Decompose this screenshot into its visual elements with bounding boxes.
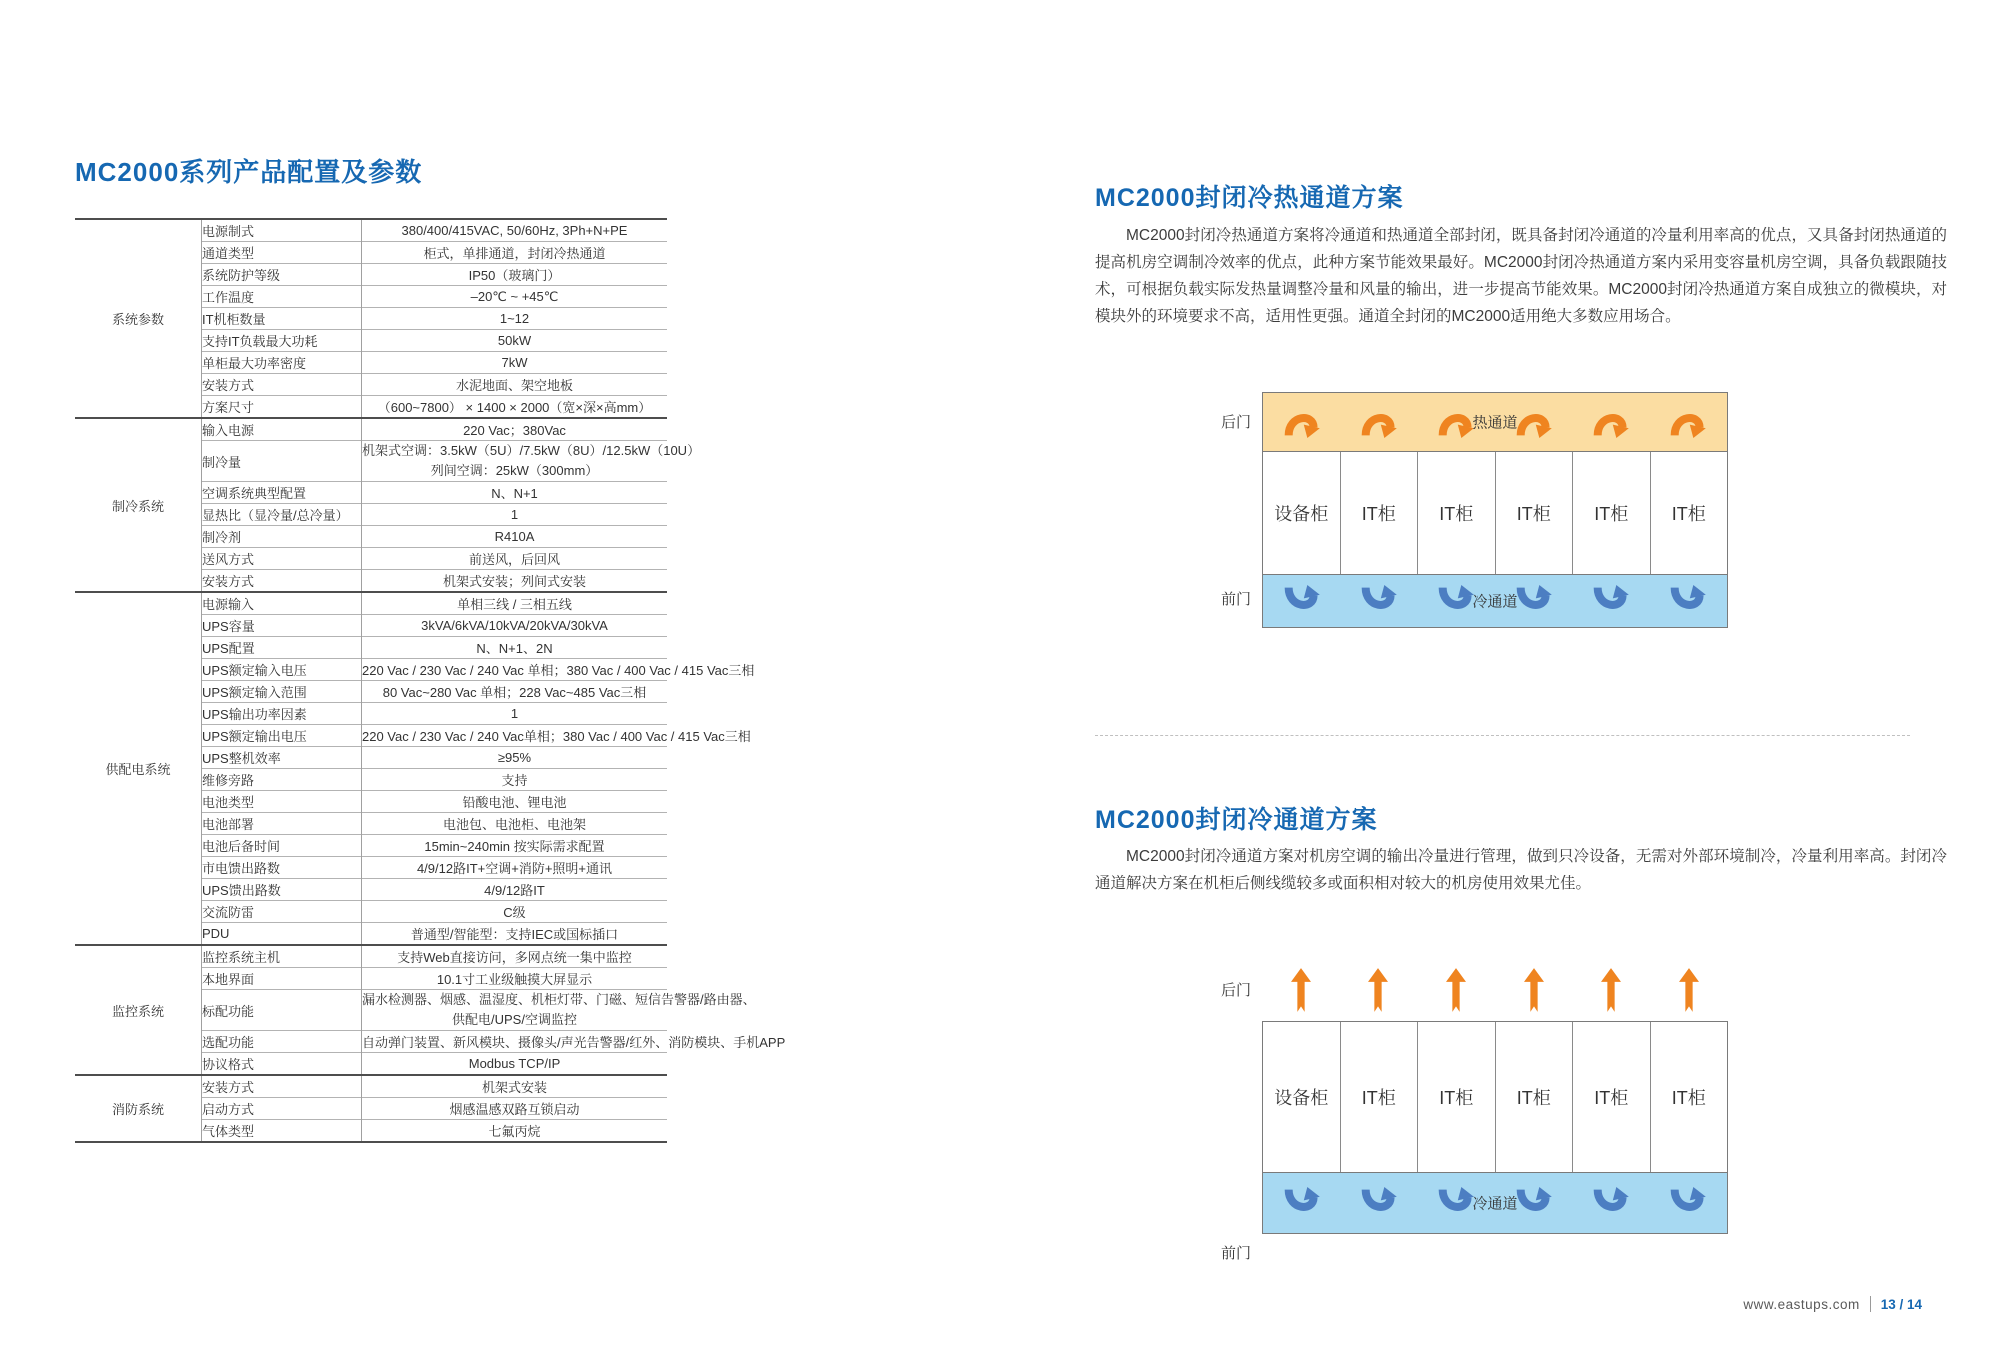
cold-curved-arrow-icon — [1437, 1187, 1475, 1219]
spec-label: 安装方式 — [202, 374, 362, 396]
spec-value: 七氟丙烷 — [362, 1120, 668, 1143]
spec-value: 7kW — [362, 352, 668, 374]
hot-curved-arrow-icon — [1592, 406, 1630, 438]
cold-curved-arrow-icon — [1437, 585, 1475, 617]
spec-label: 选配功能 — [202, 1031, 362, 1053]
footer-site: www.eastups.com — [1743, 1296, 1860, 1312]
spec-label: UPS额定输出电压 — [202, 725, 362, 747]
d2-cabinet-row — [1263, 1022, 1727, 1172]
page-title: MC2000系列产品配置及参数 — [75, 157, 423, 187]
d1-hot-band — [1263, 393, 1727, 452]
up-arrow-icon — [1679, 967, 1699, 1013]
spec-label: 制冷剂 — [202, 526, 362, 548]
spec-label: UPS输出功率因素 — [202, 703, 362, 725]
up-arrow-icon — [1601, 967, 1621, 1013]
back-door-label: 后门 — [1221, 414, 1252, 431]
spec-value: 50kW — [362, 330, 668, 352]
spec-label: 市电馈出路数 — [202, 857, 362, 879]
spec-value: 4/9/12路IT — [362, 879, 668, 901]
spec-value: 机架式空调：3.5kW（5U）/7.5kW（8U）/12.5kW（10U） 列间空调：25kW（300mm） — [362, 441, 668, 482]
hot-curved-arrow-icon — [1283, 406, 1321, 438]
spec-label: 工作温度 — [202, 286, 362, 308]
spec-label: 系统防护等级 — [202, 264, 362, 286]
spec-label: PDU — [202, 923, 362, 946]
cold-curved-arrow-icon — [1669, 585, 1707, 617]
spec-value: 3kVA/6kVA/10kVA/20kVA/30kVA — [362, 615, 668, 637]
up-arrow-icon — [1368, 967, 1388, 1013]
up-arrow-icon — [1291, 967, 1311, 1013]
cabinet-cell: IT柜 — [1340, 452, 1418, 574]
d1-cold-band — [1263, 574, 1727, 627]
spec-table-body — [75, 219, 786, 1142]
spec-label: 气体类型 — [202, 1120, 362, 1143]
section1-paragraph: MC2000封闭冷热通道方案将冷通道和热通道全部封闭，既具备封闭冷通道的冷量利用率高的优点，又具备封闭热通道的提高机房空调制冷效率的优点，此种方案节能效果最好。MC2000封闭冷热通道方案内采用变容量机房空调，具备负载跟随技术，可根据负载实际发热量调整冷量和风量的输出，进一步提高节能效果。MC2000封闭冷热通道方案自成独立的微模块，对模块外的环境要求不高，适用性更强。通道全封闭的MC2000适用绝大多数应用场合。 — [1095, 227, 1947, 325]
cold-curved-arrow-icon — [1592, 585, 1630, 617]
spec-label: 送风方式 — [202, 548, 362, 570]
spec-value: N、N+1、2N — [362, 637, 668, 659]
cabinet-cell: IT柜 — [1650, 452, 1728, 574]
cold-curved-arrow-icon — [1283, 1187, 1321, 1219]
spec-label: 电池部署 — [202, 813, 362, 835]
spec-label: 单柜最大功率密度 — [202, 352, 362, 374]
spec-label: 通道类型 — [202, 242, 362, 264]
table-row — [75, 219, 667, 242]
spec-value: 1 — [362, 703, 668, 725]
section-divider — [1095, 735, 1910, 736]
spec-value: ≥95% — [362, 747, 668, 769]
cold-aisle-label: 冷通道 — [1472, 1195, 1518, 1213]
spec-label: 输入电源 — [202, 418, 362, 441]
cold-curved-arrow-icon — [1283, 585, 1321, 617]
section2-title: MC2000封闭冷通道方案 — [1095, 806, 1378, 834]
spec-value: 支持 — [362, 769, 668, 791]
spec-value: 220 Vac；380Vac — [362, 418, 668, 441]
spec-value: 漏水检测器、烟感、温湿度、机柜灯带、门磁、短信告警器/路由器、 供配电/UPS/空调监控 — [362, 990, 668, 1031]
spec-label: 安装方式 — [202, 570, 362, 593]
spec-value: 4/9/12路IT+空调+消防+照明+通讯 — [362, 857, 668, 879]
page-footer — [1743, 1296, 1922, 1312]
spec-label: IT机柜数量 — [202, 308, 362, 330]
spec-label: 交流防雷 — [202, 901, 362, 923]
cold-curved-arrow-icon — [1515, 1187, 1553, 1219]
spec-label: UPS配置 — [202, 637, 362, 659]
front-door-label: 前门 — [1221, 591, 1252, 608]
spec-value: 自动弹门装置、新风模块、摄像头/声光告警器/红外、消防模块、手机APP — [362, 1031, 668, 1053]
spec-label: UPS额定输入范围 — [202, 681, 362, 703]
cabinet-cell: IT柜 — [1572, 1022, 1650, 1172]
spec-value: 10.1寸工业级触摸大屏显示 — [362, 968, 668, 990]
spec-label: 制冷量 — [202, 441, 362, 482]
cabinet-cell: IT柜 — [1495, 1022, 1573, 1172]
d2-exhaust-row — [1262, 965, 1728, 1013]
spec-value: 支持Web直接访问，多网点统一集中监控 — [362, 945, 668, 968]
hot-aisle-label: 热通道 — [1472, 414, 1518, 432]
front-door-label: 前门 — [1221, 1245, 1252, 1262]
hot-curved-arrow-icon — [1515, 406, 1553, 438]
spec-value: 水泥地面、架空地板 — [362, 374, 668, 396]
hot-cold-aisle-diagram — [1205, 392, 1728, 628]
cold-aisle-diagram — [1205, 965, 1728, 1262]
spec-label: 启动方式 — [202, 1098, 362, 1120]
spec-label: 显热比（显冷量/总冷量） — [202, 504, 362, 526]
spec-label: UPS整机效率 — [202, 747, 362, 769]
spec-value: C级 — [362, 901, 668, 923]
up-arrow-icon — [1524, 967, 1544, 1013]
spec-value: 机架式安装；列间式安装 — [362, 570, 668, 593]
table-row — [75, 945, 667, 968]
spec-value: –20℃ ~ +45℃ — [362, 286, 668, 308]
spec-value: 前送风，后回风 — [362, 548, 668, 570]
cold-curved-arrow-icon — [1360, 1187, 1398, 1219]
spec-value: 烟感温感双路互锁启动 — [362, 1098, 668, 1120]
cabinet-cell: IT柜 — [1417, 452, 1495, 574]
spec-label: 电源输入 — [202, 592, 362, 615]
up-arrow-icon — [1446, 967, 1466, 1013]
spec-label: 标配功能 — [202, 990, 362, 1031]
spec-value: （600~7800） × 1400 × 2000（宽×深×高mm） — [362, 396, 668, 419]
section1-title: MC2000封闭冷热通道方案 — [1095, 184, 1404, 212]
group-name: 系统参数 — [75, 219, 202, 418]
section2-paragraph: MC2000封闭冷通道方案对机房空调的输出冷量进行管理，做到只冷设备，无需对外部环境制冷，冷量利用率高。封闭冷通道解决方案在机柜后侧线缆较多或面积相对较大的机房使用效果尤佳。 — [1095, 848, 1947, 892]
spec-value: IP50（玻璃门） — [362, 264, 668, 286]
cabinet-cell: 设备柜 — [1274, 504, 1329, 524]
spec-value: 普通型/智能型：支持IEC或国标插口 — [362, 923, 668, 946]
spec-label: 安装方式 — [202, 1075, 362, 1098]
table-row — [75, 592, 667, 615]
footer-page-number: 13 / 14 — [1880, 1296, 1922, 1312]
group-name: 制冷系统 — [75, 418, 202, 592]
cabinet-cell: 设备柜 — [1274, 1088, 1329, 1108]
spec-label: 支持IT负载最大功耗 — [202, 330, 362, 352]
spec-value: 电池包、电池柜、电池架 — [362, 813, 668, 835]
spec-label: UPS额定输入电压 — [202, 659, 362, 681]
cold-curved-arrow-icon — [1592, 1187, 1630, 1219]
d1-cabinet-row — [1263, 452, 1727, 574]
spec-value: 1 — [362, 504, 668, 526]
spec-value: 80 Vac~280 Vac 单相；228 Vac~485 Vac三相 — [362, 681, 668, 703]
spec-value: 380/400/415VAC, 50/60Hz, 3Ph+N+PE — [362, 219, 668, 242]
spec-label: 本地界面 — [202, 968, 362, 990]
spec-value: 机架式安装 — [362, 1075, 668, 1098]
cabinet-cell: IT柜 — [1340, 1022, 1418, 1172]
cabinet-cell: IT柜 — [1572, 452, 1650, 574]
spec-value: 15min~240min 按实际需求配置 — [362, 835, 668, 857]
spec-value: 1~12 — [362, 308, 668, 330]
spec-label: 方案尺寸 — [202, 396, 362, 419]
table-row — [75, 1075, 667, 1098]
cold-aisle-label: 冷通道 — [1472, 593, 1518, 611]
cold-curved-arrow-icon — [1515, 585, 1553, 617]
spec-label: 电池类型 — [202, 791, 362, 813]
spec-value: 220 Vac / 230 Vac / 240 Vac 单相；380 Vac / 400 Vac / 415 Vac三相 — [362, 659, 668, 681]
hot-curved-arrow-icon — [1669, 406, 1707, 438]
spec-value: 单相三线 / 三相五线 — [362, 592, 668, 615]
spec-label: 维修旁路 — [202, 769, 362, 791]
spec-value: Modbus TCP/IP — [362, 1053, 668, 1076]
spec-label: 协议格式 — [202, 1053, 362, 1076]
spec-table — [75, 218, 786, 1143]
spec-label: 空调系统典型配置 — [202, 482, 362, 504]
d2-cold-band — [1263, 1172, 1727, 1233]
group-name: 供配电系统 — [75, 592, 202, 945]
cabinet-cell: IT柜 — [1495, 452, 1573, 574]
hot-curved-arrow-icon — [1360, 406, 1398, 438]
cabinet-cell: IT柜 — [1650, 1022, 1728, 1172]
group-name: 消防系统 — [75, 1075, 202, 1142]
spec-label: 监控系统主机 — [202, 945, 362, 968]
footer-divider — [1870, 1296, 1871, 1312]
cold-curved-arrow-icon — [1669, 1187, 1707, 1219]
spec-label: UPS馈出路数 — [202, 879, 362, 901]
group-name: 监控系统 — [75, 945, 202, 1075]
spec-value: 柜式，单排通道，封闭冷热通道 — [362, 242, 668, 264]
cold-curved-arrow-icon — [1360, 585, 1398, 617]
spec-value: 220 Vac / 230 Vac / 240 Vac单相；380 Vac / 400 Vac / 415 Vac三相 — [362, 725, 668, 747]
spec-label: 电池后备时间 — [202, 835, 362, 857]
table-row — [75, 418, 667, 441]
cabinet-cell: IT柜 — [1417, 1022, 1495, 1172]
spec-label: 电源制式 — [202, 219, 362, 242]
spec-value: 铅酸电池、锂电池 — [362, 791, 668, 813]
hot-curved-arrow-icon — [1437, 406, 1475, 438]
spec-value: R410A — [362, 526, 668, 548]
back-door-label: 后门 — [1221, 982, 1252, 999]
spec-label: UPS容量 — [202, 615, 362, 637]
spec-value: N、N+1 — [362, 482, 668, 504]
